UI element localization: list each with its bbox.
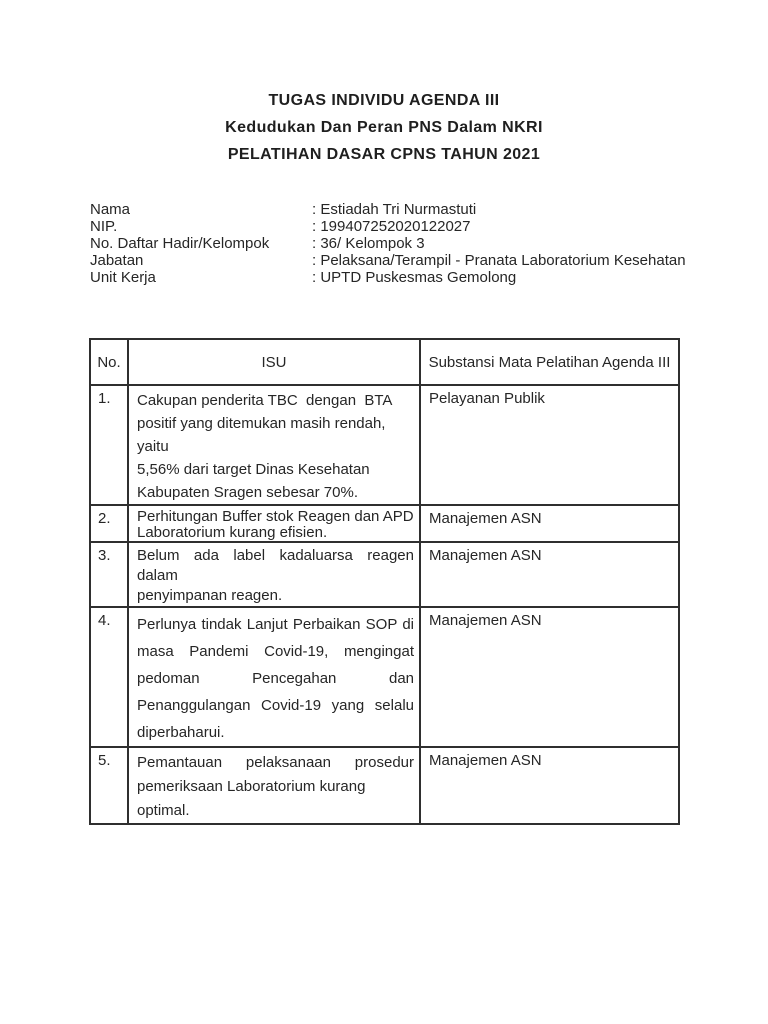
info-label-daftar-hadir: No. Daftar Hadir/Kelompok (90, 235, 270, 252)
table-header-row (90, 339, 679, 385)
substansi-cell: Manajemen ASN (420, 542, 679, 607)
table-row (90, 747, 679, 824)
info-value-jabatan: : Pelaksana/Terampil - Pranata Laboratorium Kesehatan (312, 252, 686, 269)
isu-cell (128, 385, 420, 505)
row-number: 3. (90, 542, 128, 607)
isu-text-line: pemeriksaan Laboratorium kurang optimal. (137, 778, 370, 819)
isu-cell (128, 747, 420, 824)
isu-text-line: penyimpanan reagen. (137, 587, 283, 604)
isu-cell (128, 607, 420, 747)
isu-text-line: pedoman Pencegahan dan (137, 670, 414, 687)
info-value-unit-kerja: : UPTD Puskesmas Gemolong (312, 269, 517, 286)
info-label-nip: NIP. (90, 218, 118, 235)
row-number: 5. (90, 747, 128, 824)
substansi-cell: Manajemen ASN (420, 607, 679, 747)
table-header-isu: ISU (128, 339, 420, 385)
isu-table (89, 338, 680, 825)
isu-text-line: diperbaharui. (137, 724, 225, 741)
isu-text-line: Laboratorium kurang efisien. (137, 524, 328, 541)
table-row (90, 542, 679, 607)
isu-cell (128, 505, 420, 542)
table-header-substansi: Substansi Mata Pelatihan Agenda III (420, 339, 679, 385)
isu-text-line: Pemantauan pelaksanaan prosedur (137, 754, 414, 771)
isu-text-line: Cakupan penderita TBC dengan BTA (137, 392, 393, 409)
substansi-cell: Pelayanan Publik (420, 385, 679, 505)
identity-info-block (90, 201, 768, 286)
info-row-unit-kerja (90, 269, 768, 286)
info-label-nama: Nama (90, 201, 131, 218)
substansi-cell: Manajemen ASN (420, 505, 679, 542)
info-row-nama (90, 201, 768, 218)
info-label-jabatan: Jabatan (90, 252, 144, 269)
table-header-no: No. (90, 339, 128, 385)
table-row (90, 607, 679, 747)
info-row-jabatan (90, 252, 768, 269)
document-title-line-2: Kedudukan Dan Peran PNS Dalam NKRI (225, 119, 543, 136)
info-row-daftar-hadir (90, 235, 768, 252)
isu-text-line: Perhitungan Buffer stok Reagen dan APD (137, 508, 414, 525)
info-value-nip: : 199407252020122027 (312, 218, 471, 235)
isu-text-line: Belum ada label kadaluarsa reagen dalam (137, 547, 419, 584)
substansi-cell: Manajemen ASN (420, 747, 679, 824)
info-value-nama: : Estiadah Tri Nurmastuti (312, 201, 477, 218)
table-row (90, 505, 679, 542)
info-row-nip (90, 218, 768, 235)
info-label-unit-kerja: Unit Kerja (90, 269, 156, 286)
document-title-block (0, 0, 768, 168)
info-value-daftar-hadir: : 36/ Kelompok 3 (312, 235, 425, 252)
document-title-line-1: TUGAS INDIVIDU AGENDA III (268, 92, 500, 109)
isu-text-line: positif yang ditemukan masih rendah, yaitu (137, 415, 390, 455)
isu-text-line: Kabupaten Sragen sebesar 70%. (137, 484, 358, 501)
isu-text-line: 5,56% dari target Dinas Kesehatan (137, 461, 370, 478)
isu-text-line: Perlunya tindak Lanjut Perbaikan SOP di (137, 616, 414, 633)
isu-text-line: masa Pandemi Covid-19, mengingat (137, 643, 414, 660)
table-row (90, 385, 679, 505)
isu-cell (128, 542, 420, 607)
row-number: 2. (90, 505, 128, 542)
isu-text-line: Penanggulangan Covid-19 yang selalu (137, 697, 414, 714)
row-number: 1. (90, 385, 128, 505)
document-title-line-3: PELATIHAN DASAR CPNS TAHUN 2021 (227, 146, 541, 163)
row-number: 4. (90, 607, 128, 747)
